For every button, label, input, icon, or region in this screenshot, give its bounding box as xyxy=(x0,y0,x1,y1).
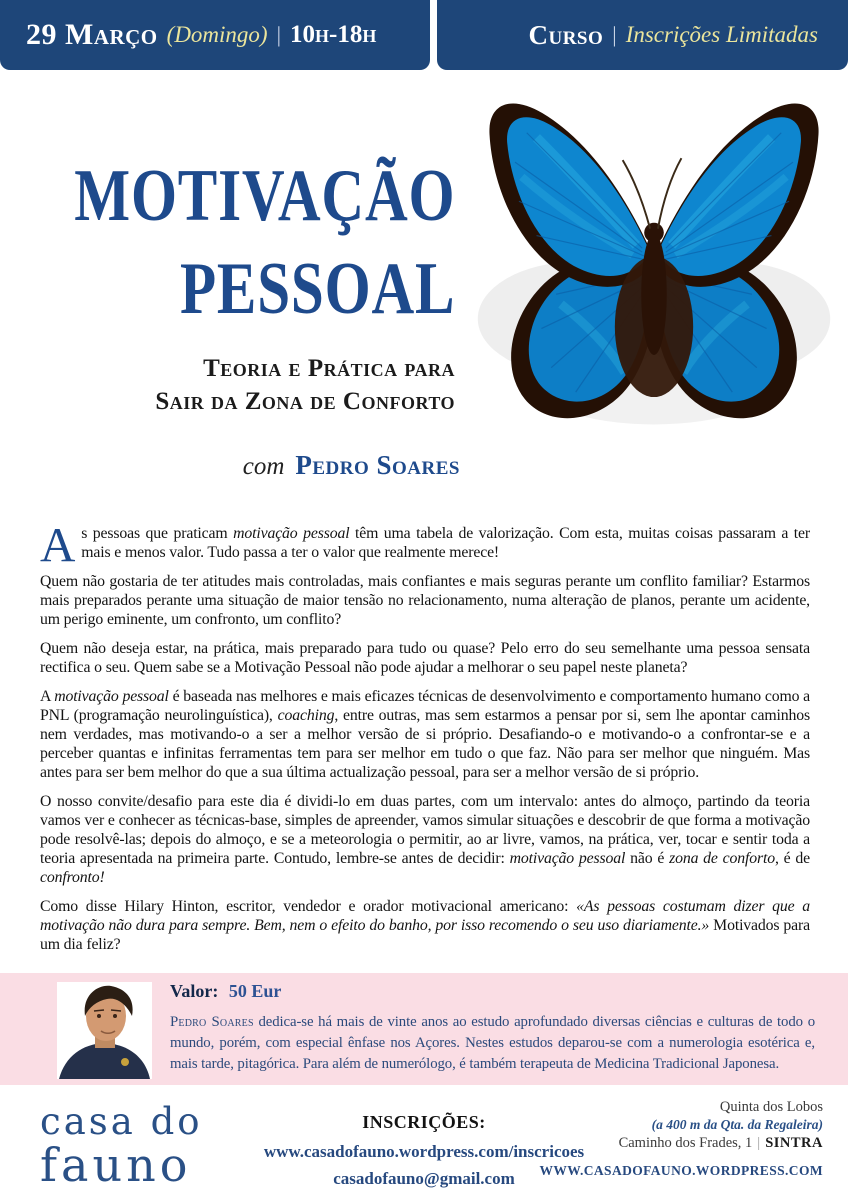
address-block xyxy=(540,1098,824,1180)
paragraph: O nosso convite/desafio para este dia é dividi-lo em duas partes, com um intervalo: antes do almoço, partindo da teoria vamos ver e conhecer as técnicas-base, simples de apreender, vamos simular situações e descobrir de que forma a motivação pode resolvê-las; depois do almoço, e se a meteorologia o permitir, ao ar livre, vamos, na prática, ver, tocar e sentir toda a teoria apresentada na primeira parte. Contudo, lembre-se antes de decidir: motivação pessoal não é zona de conforto, é de confronto! xyxy=(40,793,810,886)
casa-do-fauno-logo xyxy=(40,1100,203,1192)
title-line-1: MOTIVAÇÃO xyxy=(73,155,455,237)
presenter-byline xyxy=(243,450,460,481)
paragraph-intro xyxy=(40,517,811,572)
inscriptions-email-link[interactable]: casadofauno@gmail.com xyxy=(333,1169,515,1188)
presenter-name: Pedro Soares xyxy=(295,450,460,480)
drop-cap: A xyxy=(40,517,76,572)
presenter-photo xyxy=(57,982,152,1079)
price-value: 50 Eur xyxy=(228,981,282,1001)
course-label: Curso xyxy=(528,19,604,50)
paragraph: A motivação pessoal é baseada nas melhores e mais eficazes técnicas de desenvolvimento e comportamento humano como a PNL (programação neurolinguística), coaching, entre outras, mas sem estarmos a pensar por si, sem lhe apontar caminhos nem verdades, mas motivando-o a ser a melhor versão de si próprio. Desafiando-o e motivando-o a confrontar-se e a perceber quantas e infinitas ferramentas tem para ser melhor em tudo o que faz. Não para ser melhor que ninguém. Mas antes para ser bem melhor do que a sua última actualização pessoal, para ser a melhor versão de si próprio. xyxy=(40,688,811,781)
paragraph: Como disse Hilary Hinton, escritor, vendedor e orador motivacional americano: «As pessoas costumam dizer que a motivação não dura para sempre. Bem, nem o efeito do banho, por isso recomendo o seu uso diariamente.» Motivados para um dia feliz? xyxy=(40,898,810,953)
page-subtitle xyxy=(155,352,455,418)
butterfly-image xyxy=(468,82,840,438)
paragraph-text: s pessoas que praticam motivação pessoal têm uma tabela de valorização. Com esta, muitas coisas passaram a ter mais e menos valor. Tudo passa a ter o valor que realmente merece! xyxy=(81,525,811,561)
with-label: com xyxy=(242,453,285,480)
logo-line-1: casa do xyxy=(40,1100,203,1143)
header-date-bar xyxy=(0,0,430,70)
price-line xyxy=(170,981,281,1002)
body-copy xyxy=(40,517,811,964)
event-weekday: (Domingo) xyxy=(166,22,268,47)
title-line-2: PESSOAL xyxy=(179,248,455,330)
paragraph: Quem não deseja estar, na prática, mais preparado para tudo ou quase? Pelo erro do seu semelhante uma pessoa sensata rectifica o seu. Quem sabe se a Motivação Pessoal não pode ajudar a melhorar o seu papel neste planeta? xyxy=(40,640,810,676)
header-separator: | xyxy=(276,22,281,47)
address-city: SINTRA xyxy=(765,1135,823,1151)
price-label: Valor: xyxy=(170,981,219,1001)
limited-enrollment-note: Inscrições Limitadas xyxy=(625,22,818,47)
address-street: Caminho dos Frades, 1 xyxy=(618,1135,753,1151)
event-time: 10h-18h xyxy=(290,21,377,48)
header-course-bar xyxy=(437,0,848,70)
address-separator: | xyxy=(757,1135,761,1151)
paragraph: Quem não gostaria de ter atitudes mais controladas, mais confiantes e mais seguras perante um conflito familiar? Estarmos mais preparados perante uma situação de maior tensão no relacionamento, numa alteração de planos, perante um acidente, um perigo eminente, um confronto, um conflito? xyxy=(40,573,810,628)
page-title xyxy=(74,150,455,336)
subtitle-line-1: Teoria e Prática para xyxy=(203,355,455,382)
address-venue: Quinta dos Lobos xyxy=(719,1099,823,1115)
header-separator: | xyxy=(612,22,617,47)
event-date: 29 Março xyxy=(26,18,158,51)
inscriptions-url-link[interactable]: www.casadofauno.wordpress.com/inscricoes xyxy=(263,1142,585,1161)
inscriptions-label: INSCRIÇÕES: xyxy=(362,1112,486,1132)
address-street-city xyxy=(540,1134,824,1152)
logo-line-2: fauno xyxy=(40,1138,192,1192)
website-link[interactable]: WWW.CASADOFAUNO.WORDPRESS.COM xyxy=(539,1163,823,1178)
subtitle-line-2: Sair da Zona de Conforto xyxy=(155,388,455,415)
presenter-bio: Pedro Soares dedica-se há mais de vinte anos ao estudo aprofundado diversas ciências e culturas de todo o mundo, porém, com especial ênfase nos Açores. Nestes estudos deparou-se com a numerologia esotérica e, mais tarde, pitagórica. Para além de numerólogo, é também terapeuta de Medicina Tradicional Japonesa. xyxy=(170,1014,815,1072)
address-landmark: (a 400 m da Qta. da Regaleira) xyxy=(651,1117,823,1132)
